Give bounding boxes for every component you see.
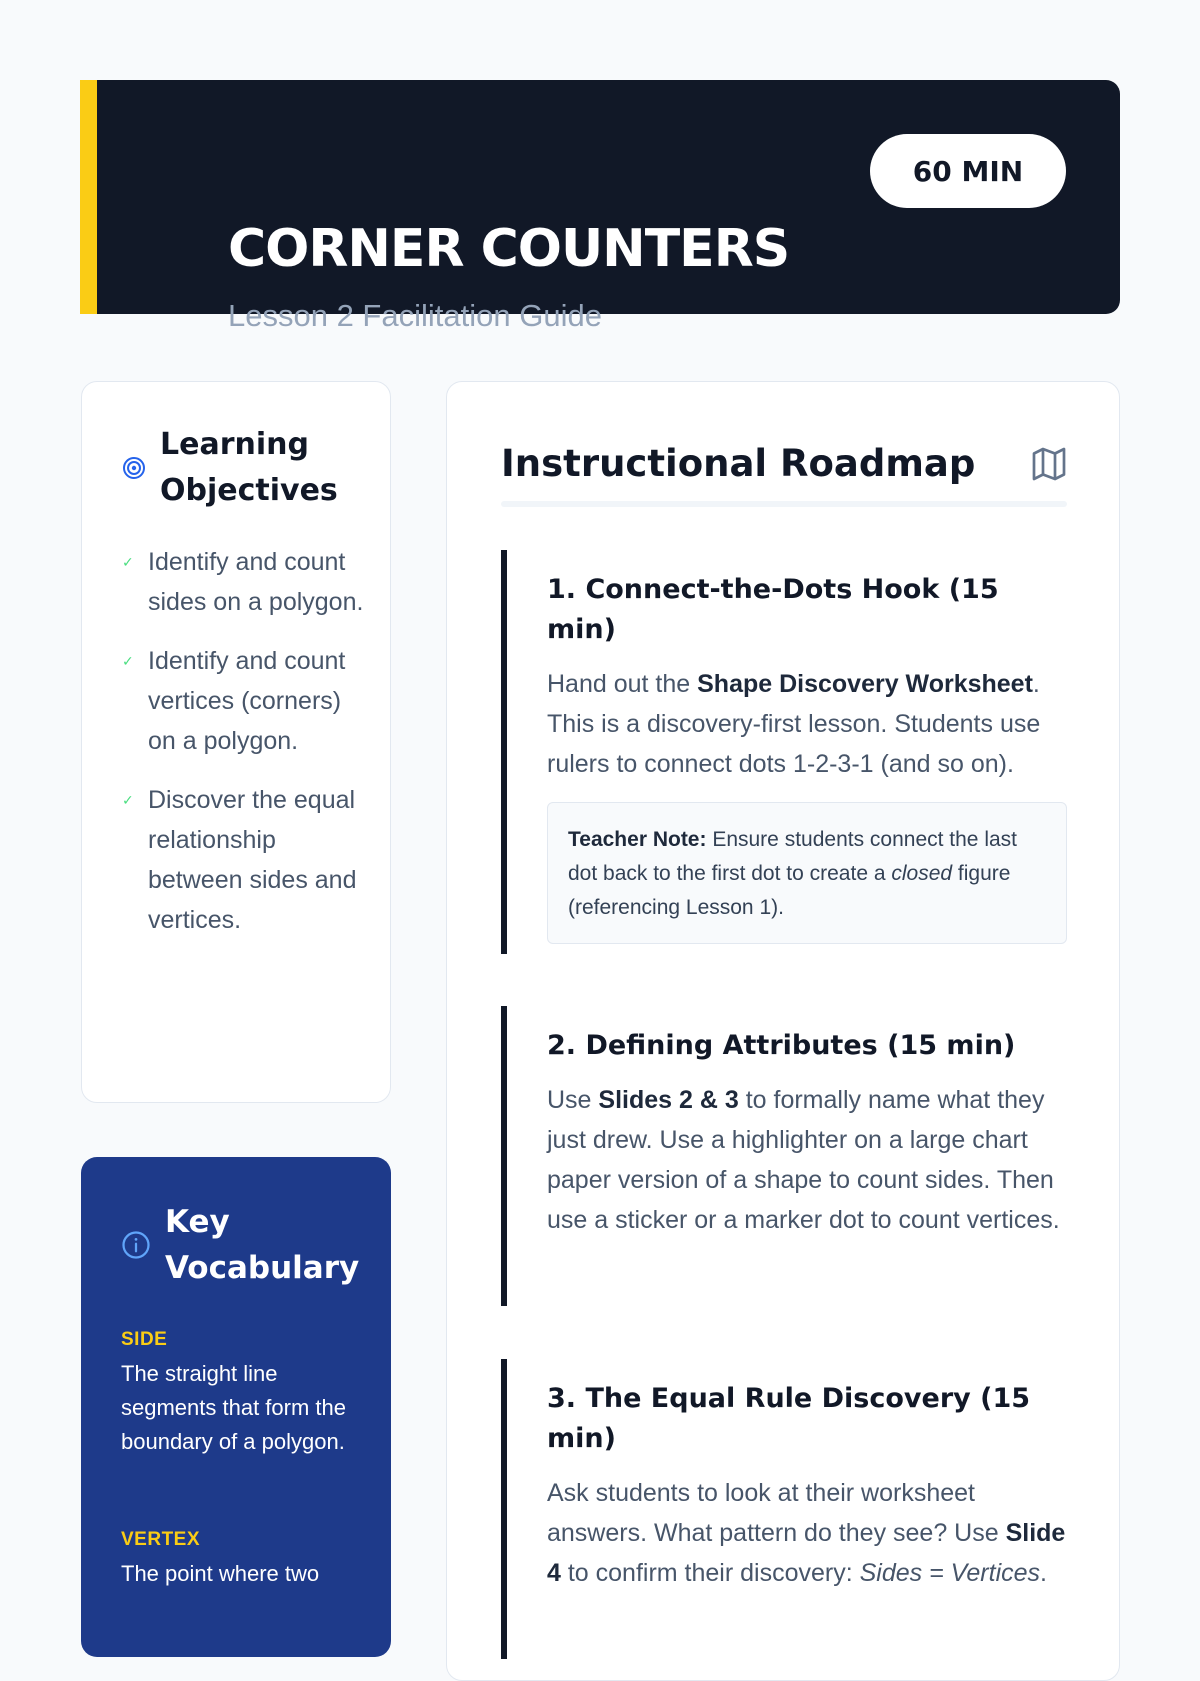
- roadmap-step: [501, 1359, 1067, 1659]
- step-heading: 1. Connect-the-Dots Hook (15 min): [547, 574, 999, 645]
- roadmap-step: [501, 1006, 1067, 1306]
- lesson-header: [80, 80, 1120, 333]
- objective-item: [122, 542, 372, 622]
- learning-objectives-card: [81, 381, 391, 1103]
- term-name: VERTEX: [121, 1529, 201, 1550]
- objectives-list: [122, 542, 372, 959]
- term-definition: The straight line segments that form the boundary of a polygon.: [121, 1361, 346, 1454]
- objective-text: Discover the equal relationship between sides and vertices.: [148, 786, 357, 934]
- roadmap-divider: [501, 501, 1067, 507]
- step-heading: 3. The Equal Rule Discovery (15 min): [547, 1383, 1031, 1454]
- step-heading: 2. Defining Attributes (15 min): [547, 1030, 1016, 1061]
- objectives-header: [122, 422, 362, 514]
- objective-item: [122, 641, 372, 761]
- step-description: Ask students to look at their worksheet answers. What pattern do they see? Use Slide 4 to confirm their discovery: Sides = Vertices.: [547, 1479, 1066, 1587]
- vocabulary-title: Key Vocabulary: [165, 1204, 360, 1286]
- term-name: SIDE: [121, 1329, 168, 1350]
- objective-text: Identify and count sides on a polygon.: [148, 548, 364, 616]
- duration-badge: 60 MIN: [870, 134, 1066, 208]
- lesson-title: CORNER COUNTERS: [228, 219, 790, 279]
- step-description: Use Slides 2 & 3 to formally name what they just drew. Use a highlighter on a large chart paper version of a shape to count sides. Then use a sticker or a marker dot to count vertices.: [547, 1086, 1060, 1234]
- lesson-subtitle: Lesson 2 Facilitation Guide: [228, 298, 602, 333]
- objectives-title: Learning Objectives: [160, 427, 338, 508]
- teacher-note: Teacher Note: Ensure students connect the last dot back to the first dot to create a closed figure (referencing Lesson 1).: [547, 802, 1067, 944]
- info-icon: [121, 1230, 151, 1260]
- instructional-roadmap-card: [446, 381, 1120, 1681]
- map-icon: [1031, 446, 1067, 482]
- vocab-term: [121, 1527, 361, 1591]
- header-accent-bar: [80, 80, 97, 314]
- check-icon: ✓: [122, 554, 134, 570]
- target-icon: [122, 456, 146, 480]
- vocab-term: [121, 1327, 361, 1459]
- objective-item: [122, 780, 372, 940]
- objective-text: Identify and count vertices (corners) on a polygon.: [148, 647, 346, 755]
- check-icon: ✓: [122, 792, 134, 808]
- vocabulary-header: [121, 1199, 361, 1291]
- roadmap-step: [501, 550, 1067, 954]
- step-description: Hand out the Shape Discovery Worksheet. This is a discovery-first lesson. Students use rulers to connect dots 1-2-3-1 (and so on).: [547, 670, 1041, 778]
- roadmap-header: [501, 438, 1067, 490]
- key-vocabulary-card: [81, 1157, 391, 1657]
- roadmap-title: Instructional Roadmap: [501, 442, 976, 485]
- term-definition: The point where two: [121, 1561, 320, 1586]
- check-icon: ✓: [122, 653, 134, 669]
